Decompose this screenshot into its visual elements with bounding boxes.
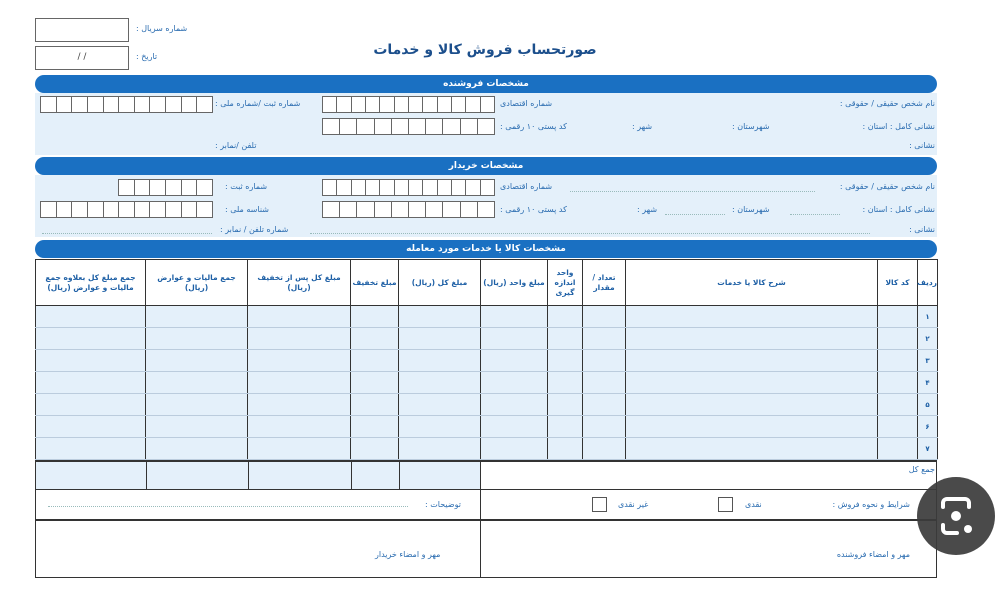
table-cell[interactable] <box>548 416 583 438</box>
seller-name-label: نام شخص حقیقی / حقوقی : <box>839 99 935 108</box>
table-cell[interactable] <box>878 372 918 394</box>
digit-box[interactable] <box>41 97 56 112</box>
table-cell[interactable] <box>351 350 399 372</box>
buyer-city-label: شهر : <box>637 205 658 214</box>
buyer-county-field[interactable] <box>665 214 725 215</box>
digit-box[interactable] <box>181 97 197 112</box>
digit-box[interactable] <box>465 180 479 195</box>
digit-box[interactable] <box>365 180 379 195</box>
table-cell[interactable] <box>878 438 918 460</box>
digit-box[interactable] <box>323 202 339 217</box>
table-cell[interactable] <box>548 372 583 394</box>
table-cell[interactable] <box>146 328 248 350</box>
table-cell[interactable] <box>248 328 351 350</box>
digit-box[interactable] <box>196 180 212 195</box>
table-cell[interactable] <box>399 350 481 372</box>
digit-box[interactable] <box>134 97 150 112</box>
digit-box[interactable] <box>181 180 197 195</box>
table-cell[interactable] <box>548 306 583 328</box>
table-cell[interactable] <box>878 394 918 416</box>
table-cell[interactable] <box>481 350 548 372</box>
table-cell[interactable] <box>399 394 481 416</box>
grand-total-label: جمع کل <box>908 465 935 474</box>
digit-box[interactable] <box>379 180 393 195</box>
column-header: مبلغ کل پس از تخفیف (ریال) <box>248 260 351 306</box>
buyer-name-label: نام شخص حقیقی / حقوقی : <box>839 182 935 191</box>
lens-search-button[interactable] <box>917 477 995 555</box>
digit-box[interactable] <box>374 119 391 134</box>
camera-search-icon <box>917 477 995 555</box>
digit-box[interactable] <box>451 180 465 195</box>
digit-box[interactable] <box>134 180 150 195</box>
table-row <box>36 350 938 372</box>
row-number: ۳ <box>918 350 938 372</box>
buyer-economic-code-boxes[interactable] <box>322 179 495 196</box>
cash-checkbox[interactable] <box>718 497 733 512</box>
digit-box[interactable] <box>149 202 165 217</box>
table-cell[interactable] <box>626 328 878 350</box>
digit-box[interactable] <box>442 202 459 217</box>
table-cell[interactable] <box>36 416 146 438</box>
seller-signature-label: مهر و امضاء فروشنده <box>836 550 910 559</box>
table-cell[interactable] <box>548 350 583 372</box>
seller-address-label: نشانی : <box>909 141 935 150</box>
table-cell[interactable] <box>399 306 481 328</box>
digit-box[interactable] <box>460 119 477 134</box>
table-cell[interactable] <box>146 394 248 416</box>
digit-box[interactable] <box>351 97 365 112</box>
digit-box[interactable] <box>391 202 408 217</box>
buyer-economic-label: شماره اقتصادی <box>500 182 553 191</box>
table-cell[interactable] <box>351 372 399 394</box>
table-row <box>36 306 938 328</box>
page-title: صورتحساب فروش کالا و خدمات <box>373 42 597 58</box>
column-header: جمع مبلغ کل بعلاوه جمع مالیات و عوارض (ریال) <box>36 260 146 306</box>
digit-box[interactable] <box>323 97 336 112</box>
digit-box[interactable] <box>336 97 350 112</box>
table-cell[interactable] <box>878 328 918 350</box>
table-cell[interactable] <box>36 438 146 460</box>
column-header: کد کالا <box>878 260 918 306</box>
digit-box[interactable] <box>87 97 103 112</box>
seller-name-field[interactable] <box>600 108 800 109</box>
digit-box[interactable] <box>356 202 373 217</box>
date-label: تاریخ : <box>136 52 158 61</box>
table-cell[interactable] <box>548 438 583 460</box>
table-cell[interactable] <box>248 438 351 460</box>
digit-box[interactable] <box>118 202 134 217</box>
digit-box[interactable] <box>149 180 165 195</box>
buyer-signature-label: مهر و امضاء خریدار <box>375 550 441 559</box>
digit-box[interactable] <box>437 180 451 195</box>
buyer-registration-label: شماره ثبت : <box>225 182 268 191</box>
table-cell[interactable] <box>399 438 481 460</box>
table-cell[interactable] <box>351 306 399 328</box>
column-header: مبلغ کل (ریال) <box>399 260 481 306</box>
buyer-phone-field[interactable] <box>42 233 212 234</box>
table-cell[interactable] <box>481 438 548 460</box>
seller-postal-label: کد پستی ۱۰ رقمی : <box>500 122 567 131</box>
digit-box[interactable] <box>408 97 422 112</box>
table-cell[interactable] <box>626 306 878 328</box>
noncash-checkbox[interactable] <box>592 497 607 512</box>
buyer-phone-label: شماره تلفن / نمابر : <box>220 225 289 234</box>
seller-economic-code-boxes[interactable] <box>322 96 495 113</box>
digit-box[interactable] <box>71 202 87 217</box>
table-cell[interactable] <box>583 394 626 416</box>
digit-box[interactable] <box>408 202 425 217</box>
buyer-county-label: شهرستان : <box>732 205 770 214</box>
table-cell[interactable] <box>399 416 481 438</box>
cash-label: نقدی <box>745 500 762 509</box>
digit-box[interactable] <box>477 202 494 217</box>
table-cell[interactable] <box>248 306 351 328</box>
table-cell[interactable] <box>248 372 351 394</box>
digit-box[interactable] <box>56 202 72 217</box>
digit-box[interactable] <box>351 180 365 195</box>
buyer-postal-code-boxes[interactable] <box>322 201 495 218</box>
table-cell[interactable] <box>481 394 548 416</box>
goods-section-header: مشخصات کالا یا خدمات مورد معامله <box>35 240 937 258</box>
seller-economic-label: شماره اقتصادی <box>500 99 553 108</box>
digit-box[interactable] <box>408 119 425 134</box>
column-header: واحد اندازه گیری <box>548 260 583 306</box>
digit-box[interactable] <box>422 97 436 112</box>
table-cell[interactable] <box>36 328 146 350</box>
digit-box[interactable] <box>336 180 350 195</box>
digit-box[interactable] <box>356 119 373 134</box>
buyer-province-field[interactable] <box>790 214 840 215</box>
seller-section-header: مشخصات فروشنده <box>35 75 937 93</box>
row-number: ۱ <box>918 306 938 328</box>
seller-registration-label: شماره ثبت /شماره ملی : <box>215 99 301 108</box>
table-cell[interactable] <box>146 372 248 394</box>
row-number: ۲ <box>918 328 938 350</box>
table-cell[interactable] <box>583 306 626 328</box>
digit-box[interactable] <box>460 202 477 217</box>
row-number: ۷ <box>918 438 938 460</box>
digit-box[interactable] <box>181 202 197 217</box>
table-cell[interactable] <box>399 372 481 394</box>
buyer-postal-label: کد پستی ۱۰ رقمی : <box>500 205 567 214</box>
table-cell[interactable] <box>548 328 583 350</box>
serial-number-label: شماره سریال : <box>136 24 188 33</box>
digit-box[interactable] <box>71 97 87 112</box>
table-cell[interactable] <box>351 394 399 416</box>
row-number: ۵ <box>918 394 938 416</box>
digit-box[interactable] <box>365 97 379 112</box>
digit-box[interactable] <box>165 97 181 112</box>
table-cell[interactable] <box>548 394 583 416</box>
digit-box[interactable] <box>134 202 150 217</box>
digit-box[interactable] <box>408 180 422 195</box>
digit-box[interactable] <box>422 180 436 195</box>
digit-box[interactable] <box>103 97 119 112</box>
table-row <box>36 394 938 416</box>
digit-box[interactable] <box>165 202 181 217</box>
digit-box[interactable] <box>477 119 494 134</box>
seller-phone-label: تلفن /نمابر : <box>215 141 257 150</box>
table-cell[interactable] <box>626 416 878 438</box>
column-header: مبلغ واحد (ریال) <box>481 260 548 306</box>
goods-table <box>35 259 938 460</box>
digit-box[interactable] <box>196 202 212 217</box>
buyer-province-label: نشانی کامل : استان : <box>862 205 935 214</box>
buyer-section-header: مشخصات خریدار <box>35 157 937 175</box>
table-cell[interactable] <box>351 438 399 460</box>
table-cell[interactable] <box>36 394 146 416</box>
table-header-row <box>36 260 938 306</box>
seller-city-label: شهر : <box>632 122 653 131</box>
digit-box[interactable] <box>465 97 479 112</box>
table-cell[interactable] <box>481 416 548 438</box>
digit-box[interactable] <box>437 97 451 112</box>
buyer-national-id-boxes[interactable] <box>40 201 213 218</box>
table-cell[interactable] <box>248 394 351 416</box>
table-cell[interactable] <box>146 438 248 460</box>
payment-terms-label: شرایط و نحوه فروش : <box>832 500 910 509</box>
column-header: مبلغ تخفیف <box>351 260 399 306</box>
digit-box[interactable] <box>323 180 336 195</box>
buyer-address-label: نشانی : <box>909 225 935 234</box>
digit-box[interactable] <box>165 180 181 195</box>
buyer-registration-boxes[interactable] <box>118 179 213 196</box>
table-cell[interactable] <box>878 416 918 438</box>
table-row <box>36 328 938 350</box>
buyer-name-field[interactable] <box>570 191 815 192</box>
payment-row <box>35 490 937 520</box>
table-row <box>36 416 938 438</box>
notes-label: توضیحات : <box>425 500 461 509</box>
digit-box[interactable] <box>87 202 103 217</box>
table-cell[interactable] <box>583 416 626 438</box>
digit-box[interactable] <box>323 119 339 134</box>
digit-box[interactable] <box>339 119 356 134</box>
table-cell[interactable] <box>36 372 146 394</box>
table-cell[interactable] <box>248 350 351 372</box>
table-cell[interactable] <box>626 372 878 394</box>
table-cell[interactable] <box>481 328 548 350</box>
table-cell[interactable] <box>36 350 146 372</box>
table-cell[interactable] <box>626 438 878 460</box>
digit-box[interactable] <box>118 97 134 112</box>
seller-county-label: شهرستان : <box>732 122 770 131</box>
noncash-label: غیر نقدی <box>618 500 649 509</box>
table-cell[interactable] <box>583 372 626 394</box>
buyer-national-label: شناسه ملی : <box>225 205 269 214</box>
table-cell[interactable] <box>583 328 626 350</box>
digit-box[interactable] <box>394 180 408 195</box>
seller-national-id-boxes[interactable] <box>40 96 213 113</box>
digit-box[interactable] <box>425 119 442 134</box>
table-cell[interactable] <box>878 306 918 328</box>
column-header: تعداد / مقدار <box>583 260 626 306</box>
seller-postal-code-boxes[interactable] <box>322 118 495 135</box>
serial-number-field[interactable] <box>35 18 129 42</box>
digit-box[interactable] <box>394 97 408 112</box>
digit-box[interactable] <box>374 202 391 217</box>
digit-box[interactable] <box>56 97 72 112</box>
table-cell[interactable] <box>36 306 146 328</box>
table-cell[interactable] <box>146 306 248 328</box>
digit-box[interactable] <box>391 119 408 134</box>
notes-field[interactable] <box>48 506 408 507</box>
table-cell[interactable] <box>626 394 878 416</box>
digit-box[interactable] <box>103 202 119 217</box>
table-cell[interactable] <box>481 372 548 394</box>
table-cell[interactable] <box>351 328 399 350</box>
digit-box[interactable] <box>196 97 212 112</box>
digit-box[interactable] <box>119 180 134 195</box>
table-cell[interactable] <box>351 416 399 438</box>
date-field[interactable]: / / <box>35 46 129 70</box>
row-number: ۶ <box>918 416 938 438</box>
digit-box[interactable] <box>379 97 393 112</box>
table-cell[interactable] <box>583 350 626 372</box>
totals-row <box>35 460 937 490</box>
table-row <box>36 372 938 394</box>
buyer-address-field[interactable] <box>310 233 870 234</box>
column-header: ردیف <box>918 260 938 306</box>
table-cell[interactable] <box>146 416 248 438</box>
table-row <box>36 438 938 460</box>
table-cell[interactable] <box>878 350 918 372</box>
column-header: شرح کالا یا خدمات <box>626 260 878 306</box>
table-cell[interactable] <box>626 350 878 372</box>
digit-box[interactable] <box>451 97 465 112</box>
digit-box[interactable] <box>41 202 56 217</box>
table-cell[interactable] <box>481 306 548 328</box>
digit-box[interactable] <box>442 119 459 134</box>
row-number: ۴ <box>918 372 938 394</box>
table-cell[interactable] <box>248 416 351 438</box>
table-cell[interactable] <box>399 328 481 350</box>
column-header: جمع مالیات و عوارض (ریال) <box>146 260 248 306</box>
digit-box[interactable] <box>149 97 165 112</box>
digit-box[interactable] <box>480 180 494 195</box>
table-cell[interactable] <box>583 438 626 460</box>
digit-box[interactable] <box>480 97 494 112</box>
signature-row <box>35 520 937 578</box>
digit-box[interactable] <box>339 202 356 217</box>
seller-province-label: نشانی کامل : استان : <box>862 122 935 131</box>
table-cell[interactable] <box>146 350 248 372</box>
digit-box[interactable] <box>425 202 442 217</box>
